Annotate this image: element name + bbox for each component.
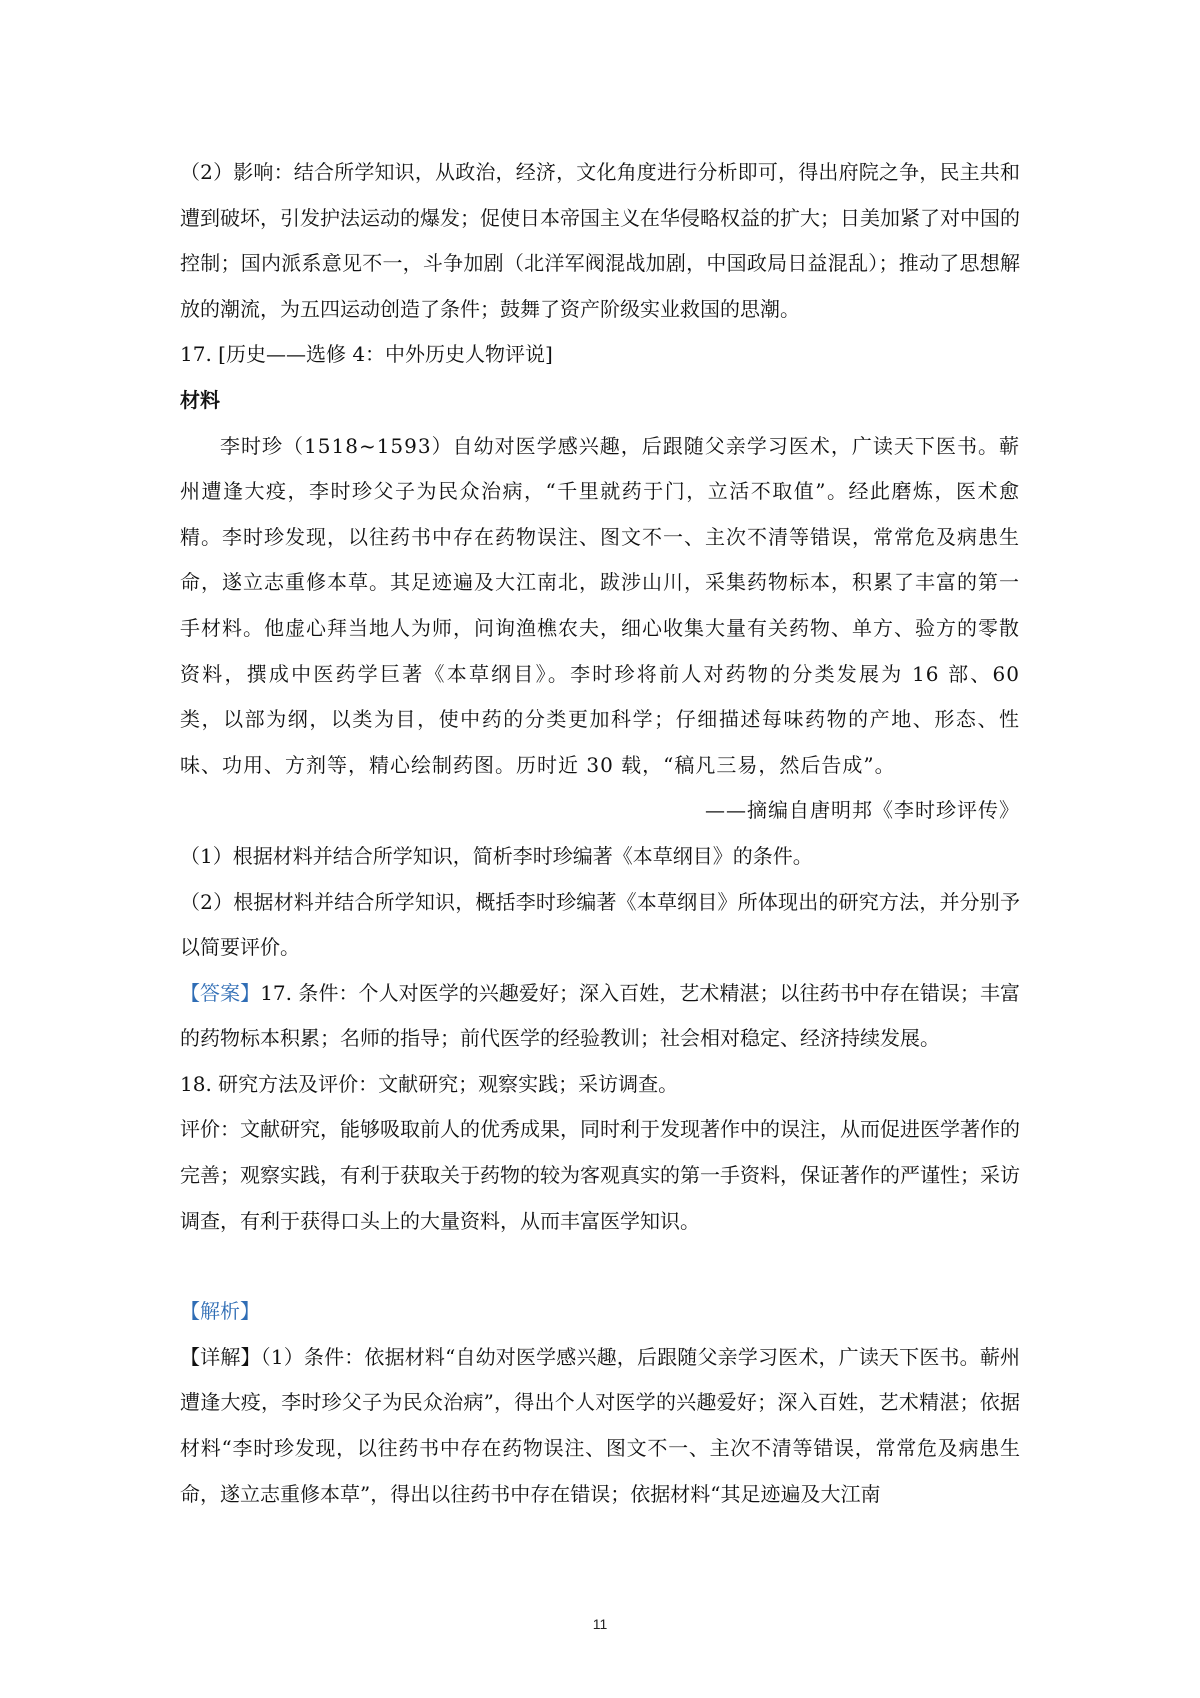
page-number: 11 xyxy=(592,1616,608,1632)
sub-question-2: （2）根据材料并结合所学知识，概括李时珍编著《本草纲目》所体现出的研究方法，并分别予以简要评价。 xyxy=(180,889,1020,960)
detail-text: （1）条件：依据材料“自幼对医学感兴趣，后跟随父亲学习医术，广读天下医书。蕲州遭逢大疫，李时珍父子为民众治病”，得出个人对医学的兴趣爱好；深入百姓，艺术精湛；依据材料“李时珍发现，以往药书中存在药物误注、图文不一、主次不清等错误，常常危及病患生命，遂立志重修本草”，得出以往药书中存在错误；依据材料“其足迹遍及大江南 xyxy=(180,1344,1020,1506)
answer-evaluation: 评价：文献研究，能够吸取前人的优秀成果，同时利于发现著作中的误注，从而促进医学著作的完善；观察实践，有利于获取关于药物的较为客观真实的第一手资料，保证著作的严谨性；采访调查，有利于获得口头上的大量资料，从而丰富医学知识。 xyxy=(180,1117,1020,1233)
answer-text-1: 17. 条件：个人对医学的兴趣爱好；深入百姓，艺术精湛；以往药书中存在错误；丰富的药物标本积累；名师的指导；前代医学的经验教训；社会相对稳定、经济持续发展。 xyxy=(180,980,1020,1051)
material-source: ——摘编自唐明邦《李时珍评传》 xyxy=(705,798,1020,823)
analysis-detail xyxy=(180,1335,1020,1517)
analysis-tag: 【解析】 xyxy=(180,1299,260,1324)
question-header: 17. [历史——选修 4：中外历史人物评说] xyxy=(180,342,553,367)
answer-tag: 【答案】 xyxy=(180,980,261,1005)
detail-tag: 【详解】 xyxy=(180,1344,261,1369)
answer-line-2: 18. 研究方法及评价：文献研究；观察实践；采访调查。 xyxy=(180,1071,679,1096)
material-text: 李时珍（1518~1593）自幼对医学感兴趣，后跟随父亲学习医术，广读天下医书。蕲州遭逢大疫，李时珍父子为民众治病，“千里就药于门，立活不取值”。经此磨炼，医术愈精。李时珍发现，以往药书中存在药物误注、图文不一、主次不清等错误，常常危及病患生命，遂立志重修本草。其足迹遍及大江南北，跋涉山川，采集药物标本，积累了丰富的第一手材料。他虚心拜当地人为师，问询渔樵农夫，细心收集大量有关药物、单方、验方的零散资料，撰成中医药学巨著《本草纲目》。李时珍将前人对药物的分类发展为 16 部、60 类，以部为纲，以类为目，使中药的分类更加科学；仔细描述每味药物的产地、形态、性味、功用、方剂等，精心绘制药图。历时近 30 载，“稿凡三易，然后告成”。 xyxy=(180,433,1020,777)
section-spacer xyxy=(180,1244,1020,1289)
page-content xyxy=(180,150,1020,1517)
material-label: 材料 xyxy=(180,387,220,412)
sub-question-1: （1）根据材料并结合所学知识，简析李时珍编著《本草纲目》的条件。 xyxy=(180,843,813,868)
impact-paragraph: （2）影响：结合所学知识，从政治，经济，文化角度进行分析即可，得出府院之争，民主共和遭到破坏，引发护法运动的爆发；促使日本帝国主义在华侵略权益的扩大；日美加紧了对中国的控制；国内派系意见不一，斗争加剧（北洋军阀混战加剧，中国政局日益混乱）；推动了思想解放的潮流，为五四运动创造了条件；鼓舞了资产阶级实业救国的思潮。 xyxy=(180,160,1020,321)
analysis-heading xyxy=(180,1289,1020,1335)
answer-line-1 xyxy=(180,971,1020,1062)
